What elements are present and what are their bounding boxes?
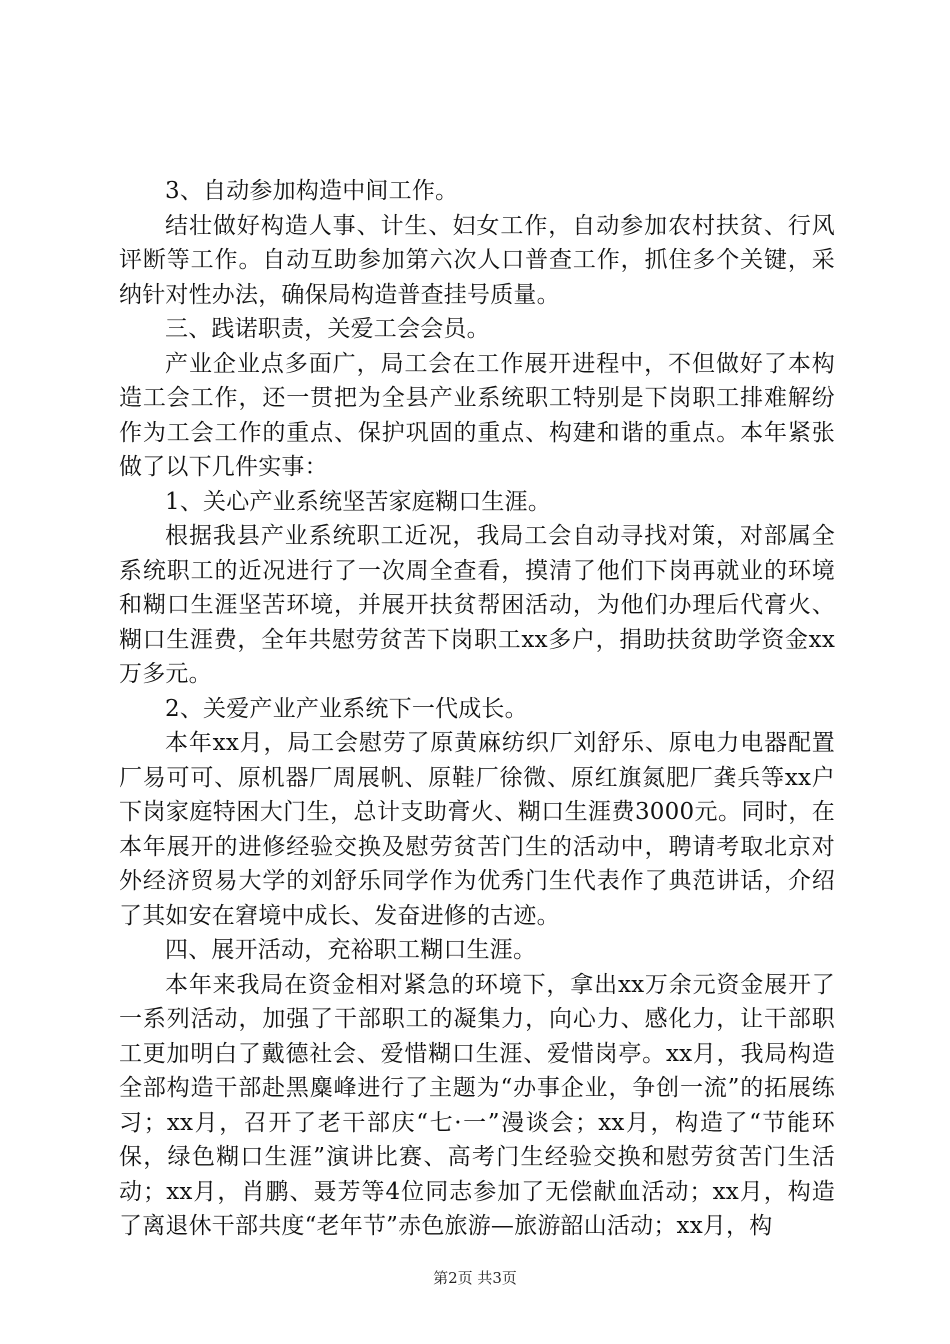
paragraph: 产业企业点多面广，局工会在工作展开进程中，不但做好了本构造工会工作，还一贯把为全县产业系统职工特别是下岗职工排难解纷作为工会工作的重点、保护巩固的重点、构建和谐的重点。本年紧张做了以下几件实事： bbox=[119, 350, 835, 480]
section-heading-four: 四、展开活动，充裕职工糊口生涯。 bbox=[165, 937, 537, 963]
paragraph-heading-2: 2、关爱产业产业系统下一代成长。 bbox=[165, 695, 528, 722]
paragraph-heading-3: 3、自动参加构造中间工作。 bbox=[165, 178, 459, 204]
page-number-label: 第2页 共3页 bbox=[433, 1269, 517, 1287]
page-footer bbox=[0, 1268, 950, 1288]
paragraph-heading-1: 1、关心产业系统坚苦家庭糊口生涯。 bbox=[165, 488, 552, 515]
paragraph: 本年来我局在资金相对紧急的环境下，拿出xx万余元资金展开了一系列活动，加强了干部职工的凝集力，向心力、感化力，让干部职工更加明白了戴德社会、爱惜糊口生涯、爱惜岗亭。xx月，我局构造全部构造干部赴黑麋峰进行了主题为“办事企业，争创一流”的拓展练习；xx月，召开了老干部庆“七·一”漫谈会；xx月，构造了“节能环保，绿色糊口生涯”演讲比赛、高考门生经验交换和慰劳贫苦门生活动；xx月，肖鹏、聂芳等4位同志参加了无偿献血活动；xx月，构造了离退休干部共度“老年节”赤色旅游—旅游韶山活动；xx月，构 bbox=[119, 971, 835, 1239]
paragraph: 本年xx月，局工会慰劳了原黄麻纺织厂刘舒乐、原电力电器配置厂易可可、原机器厂周展帆、原鞋厂徐微、原红旗氮肥厂龚兵等xx户下岗家庭特困大门生，总计支助膏火、糊口生涯费3000元。同时，在本年展开的进修经验交换及慰劳贫苦门生的活动中，聘请考取北京对外经济贸易大学的刘舒乐同学作为优秀门生代表作了典范讲话，介绍了其如安在窘境中成长、发奋进修的古迹。 bbox=[119, 730, 835, 929]
paragraph: 结壮做好构造人事、计生、妇女工作，自动参加农村扶贫、行风评断等工作。自动互助参加第六次人口普查工作，抓住多个关键，采纳针对性办法，确保局构造普查挂号质量。 bbox=[119, 212, 835, 308]
document-body bbox=[119, 174, 835, 1244]
section-heading-three: 三、践诺职责，关爱工会会员。 bbox=[165, 316, 490, 342]
paragraph: 根据我县产业系统职工近况，我局工会自动寻找对策，对部属全系统职工的近况进行了一次周全查看，摸清了他们下岗再就业的环境和糊口生涯坚苦环境，并展开扶贫帮困活动，为他们办理后代膏火、糊口生涯费，全年共慰劳贫苦下岗职工xx多户，捐助扶贫助学资金xx万多元。 bbox=[119, 523, 835, 687]
